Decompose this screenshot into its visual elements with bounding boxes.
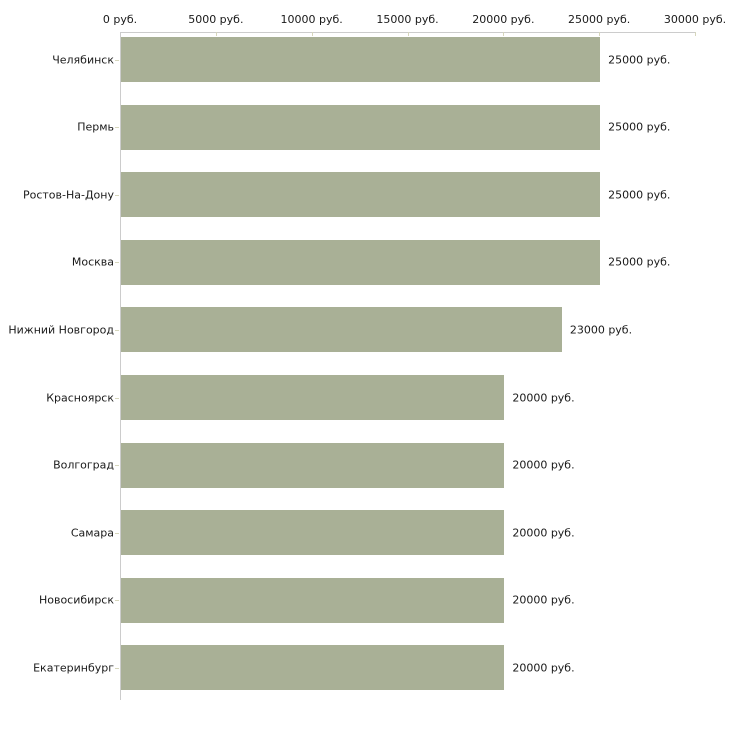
category-label: Красноярск xyxy=(46,391,114,404)
y-axis-tick-mark xyxy=(115,330,119,331)
y-axis-tick-mark xyxy=(115,533,119,534)
x-axis-tick-label: 10000 руб. xyxy=(280,13,343,26)
x-axis-tick-mark xyxy=(312,32,313,36)
x-axis-tick-mark xyxy=(599,32,600,36)
x-axis-tick-label: 25000 руб. xyxy=(568,13,631,26)
y-axis-tick-mark xyxy=(115,600,119,601)
bar-value-label: 20000 руб. xyxy=(512,458,575,472)
y-axis-tick-mark xyxy=(115,60,119,61)
bar xyxy=(121,240,600,285)
x-axis-tick-label: 30000 руб. xyxy=(663,13,727,26)
category-label: Екатеринбург xyxy=(33,661,114,675)
bar xyxy=(121,37,600,82)
bar-value-label: 25000 руб. xyxy=(608,188,671,202)
bar xyxy=(121,578,504,623)
category-label: Пермь xyxy=(77,120,114,134)
x-axis-tick-label: 15000 руб. xyxy=(376,13,439,26)
bar-value-label: 20000 руб. xyxy=(512,661,575,675)
bar xyxy=(121,307,562,352)
bar xyxy=(121,510,504,555)
y-axis-tick-mark xyxy=(115,195,119,196)
x-axis-tick-label: 20000 руб. xyxy=(472,13,535,26)
x-axis-tick-label: 0 руб. xyxy=(102,13,138,26)
x-axis-tick-label: 5000 руб. xyxy=(188,13,244,26)
x-axis-tick-mark xyxy=(695,32,696,36)
x-axis-tick-mark xyxy=(408,32,409,36)
bar-value-label: 25000 руб. xyxy=(608,120,671,134)
y-axis-tick-mark xyxy=(115,127,119,128)
bar-value-label: 23000 руб. xyxy=(569,323,633,337)
bar xyxy=(121,443,504,488)
bar xyxy=(121,105,600,150)
y-axis-tick-mark xyxy=(115,262,119,263)
category-label: Нижний Новгород xyxy=(8,323,114,337)
bar xyxy=(121,172,600,217)
y-axis-tick-mark xyxy=(115,398,119,399)
category-label: Новосибирск xyxy=(38,593,114,607)
x-axis-tick-mark xyxy=(216,32,217,36)
category-label: Челябинск xyxy=(52,53,114,66)
bar xyxy=(121,645,504,690)
category-label: Ростов-На-Дону xyxy=(22,188,114,202)
y-axis-tick-mark xyxy=(115,465,119,466)
bar-value-label: 20000 руб. xyxy=(512,593,575,607)
category-label: Волгоград xyxy=(53,458,114,472)
bar-value-label: 25000 руб. xyxy=(608,255,671,269)
bar xyxy=(121,375,504,420)
x-axis-tick-mark xyxy=(503,32,504,36)
category-label: Москва xyxy=(71,255,114,269)
bar-value-label: 25000 руб. xyxy=(608,53,671,66)
bar-value-label: 20000 руб. xyxy=(512,526,575,540)
category-label: Самара xyxy=(70,526,114,540)
bar-value-label: 20000 руб. xyxy=(512,391,575,404)
y-axis-tick-mark xyxy=(115,668,119,669)
